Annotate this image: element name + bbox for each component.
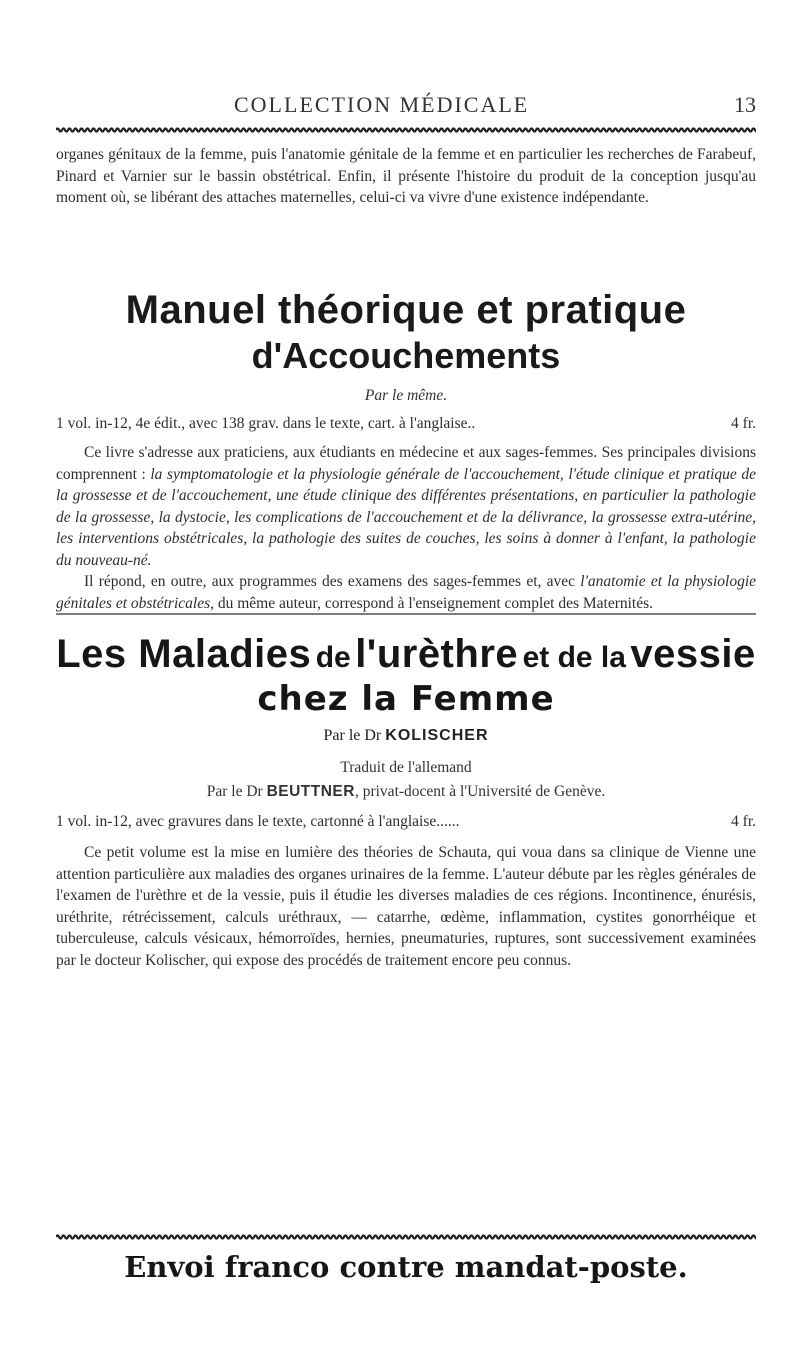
book1-desc-divisions: la symptomatologie et la physiologie générale de l'accouchement, l'étude clinique et pratique de la grossesse et de l'accouchement, une étude clinique des différentes présentations, en particulier la pathologie de la grossesse, la dystocie, les complications de l'accouchement et de la délivrance, la grossesse extra-utérine, les interventions obstétricales, la pathologie des suites de couches, les soins à donner à l'enfant, la pathologie du nouveau-né.: [56, 465, 756, 569]
book1-desc2-a: Il répond, en outre, aux programmes des examens des sages-femmes et, avec: [84, 573, 576, 590]
book1-price: 4 fr.: [731, 415, 756, 432]
book2-author-prefix: Par le Dr: [323, 727, 382, 744]
book2-translator: [56, 783, 756, 801]
intro-text: organes génitaux de la femme, puis l'anatomie génitale de la femme et en particulier les recherches de Farabeuf, Pinard et Varnier sur le bassin obstétrical. Enfin, il présente l'histoire du produit de la conception jusqu'au moment où, se libérant des attaches maternelles, celui-ci va vivre d'une existence indépendante.: [56, 146, 756, 206]
book1-desc-intro: Ce livre s'adresse aux praticiens, aux étudiants en médecine et aux sages-femmes. Ses principales divisions comprennent :: [56, 444, 756, 483]
intro-paragraph: [56, 144, 756, 209]
book2-title: [56, 632, 756, 677]
book1-description-2: [56, 571, 756, 614]
book2-title-c: l'urèthre: [355, 632, 519, 676]
book2-title-d: et de la: [522, 641, 626, 674]
book2-author: [56, 727, 756, 745]
book2-subtitle: chez la Femme: [257, 679, 555, 719]
book2-title-e: vessie: [630, 632, 756, 676]
collection-title: COLLECTION MÉDICALE: [234, 92, 530, 117]
book2-description: Ce petit volume est la mise en lumière des théories de Schauta, qui voua dans sa clinique de Vienne une attention particulière aux maladies des organes urinaires de la femme. L'auteur débute par les règles générales de l'examen de l'urèthre et de la vessie, puis il étudie les diverses maladies de ces régions. Incontinence, énurésis, uréthrite, rétrécissement, calculs uréthraux, — catarrhe, œdème, inflammation, cystites gonorrhéique et tuberculeuse, calculs vésicaux, hémorroïdes, hernies, pneumaturies, ruptures, sont successivement examinées par le docteur Kolischer, qui expose des procédés de traitement encore peu connus.: [56, 844, 756, 969]
book1-author: Par le même.: [364, 387, 448, 404]
book1-desc2-b: l'anatomie et la physiologie génitales et obstétricales,: [56, 573, 757, 612]
book1-title-line1: Manuel théorique et pratique: [125, 288, 687, 332]
book1-volume: 1 vol. in-12, 4e édit., avec 138 grav. dans le texte, cart. à l'anglaise..: [56, 415, 476, 432]
running-header: [56, 92, 756, 122]
book2-translator-name: BEUTTNER: [266, 783, 355, 800]
wavy-rule-top: [56, 126, 756, 134]
page-number: 13: [734, 92, 756, 117]
wavy-rule-bottom: [56, 1233, 756, 1241]
book2-translated: Traduit de l'allemand: [340, 759, 472, 776]
book2-volume-line: [56, 811, 756, 832]
book1-desc2-c: du même auteur, correspond à l'enseignement complet des Maternités.: [217, 594, 654, 612]
book2-volume: 1 vol. in-12, avec gravures dans le texte, cartonné à l'anglaise......: [56, 813, 460, 830]
book2-price: 4 fr.: [731, 813, 756, 830]
rule-divider: [56, 612, 756, 616]
book2-title-a: Les Maladies: [56, 632, 312, 676]
book1-description: [56, 442, 756, 571]
book2-translator-suffix: , privat-docent à l'Université de Genève.: [354, 783, 606, 800]
book2-translator-prefix: Par le Dr: [206, 783, 263, 800]
footer-notice: Envoi franco contre mandat-poste.: [124, 1250, 688, 1284]
book1-title-line2: d'Accouchements: [251, 335, 561, 376]
book2-title-b: de: [315, 641, 351, 674]
book1-volume-line: [56, 413, 756, 434]
book-manuel-accouchements: [56, 288, 756, 614]
book2-author-name: KOLISCHER: [385, 727, 489, 744]
book-maladies-urethre: [56, 632, 756, 971]
